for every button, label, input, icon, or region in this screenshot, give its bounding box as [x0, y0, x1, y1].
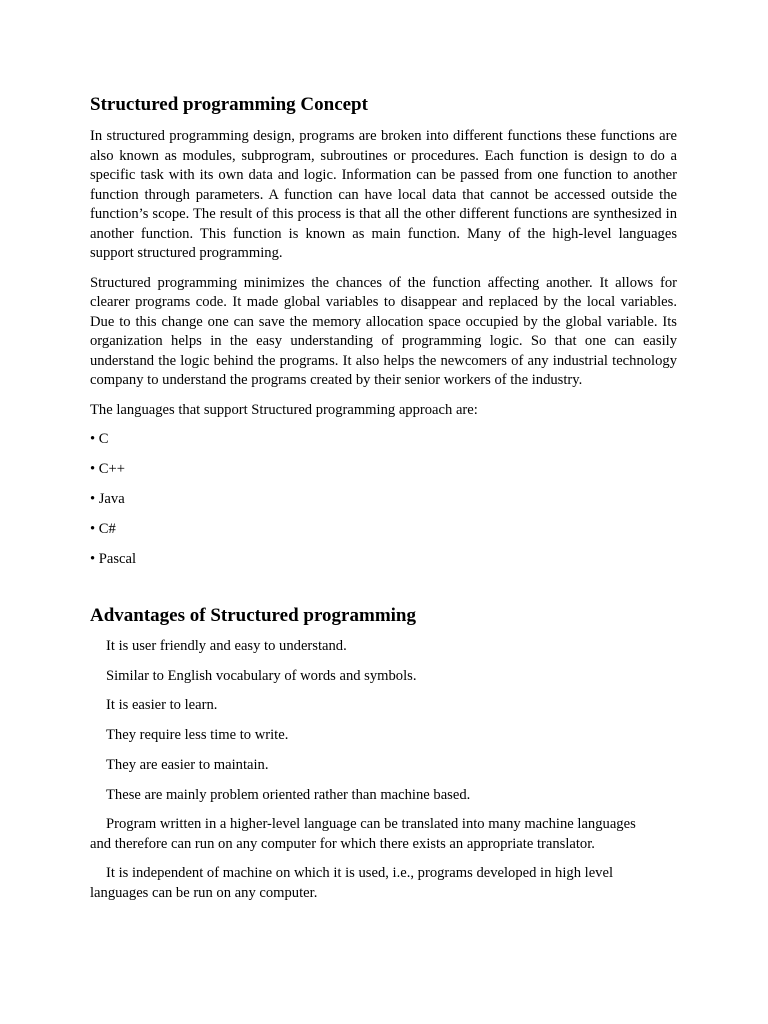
- list-item: • Pascal: [90, 550, 137, 567]
- list-item: It is user friendly and easy to understand.: [106, 638, 347, 655]
- list-item: • C: [90, 431, 109, 447]
- paragraph-intro: In structured programming design, programs are broken into different functions these functions are also known as modules, subprogram, subroutines or procedures. Each function is design to do a specific task with its own data and logic. Information can be passed from one function to another function through parameters. A function can have local data that cannot be accessed outside the function’s scope. The result of this process is that all the other different functions are synthesized in another function. This function is known as main function. Many of the high-level languages support structured programming.: [90, 128, 677, 261]
- list-item: It is independent of machine on which it is used, i.e., programs developed in high level languages can be run on any computer.: [90, 865, 614, 901]
- list-item: It is easier to learn.: [106, 697, 218, 714]
- paragraph-benefits: Structured programming minimizes the chances of the function affecting another. It allows for clearer programs code. It made global variables to disappear and replaced by the local variables. Due to this change one can save the memory allocation space occupied by the global variable. Its organization helps in the easy understanding of programming logic. So that one can easily understand the logic behind the programs. It also helps the newcomers of any industrial technology company to understand the programs created by their senior workers of the industry.: [90, 274, 677, 388]
- document-page: [90, 92, 677, 914]
- list-item: These are mainly problem oriented rather than machine based.: [106, 786, 471, 803]
- list-item: • C++: [90, 460, 125, 477]
- list-item: Program written in a higher-level language can be translated into many machine languages and therefore can run on any computer for which there exists an appropriate translator.: [90, 816, 636, 852]
- section-heading-advantages: Advantages of Structured programming: [90, 605, 416, 627]
- list-item: They require less time to write.: [106, 727, 289, 744]
- list-item: • C#: [90, 520, 116, 537]
- languages-list: [90, 430, 677, 569]
- list-item: • Java: [90, 490, 125, 507]
- list-item: They are easier to maintain.: [106, 756, 269, 773]
- advantages-list: [90, 637, 677, 903]
- languages-intro: The languages that support Structured programming approach are:: [90, 401, 478, 418]
- list-item: Similar to English vocabulary of words and symbols.: [106, 667, 417, 684]
- page-title: Structured programming Concept: [90, 94, 368, 115]
